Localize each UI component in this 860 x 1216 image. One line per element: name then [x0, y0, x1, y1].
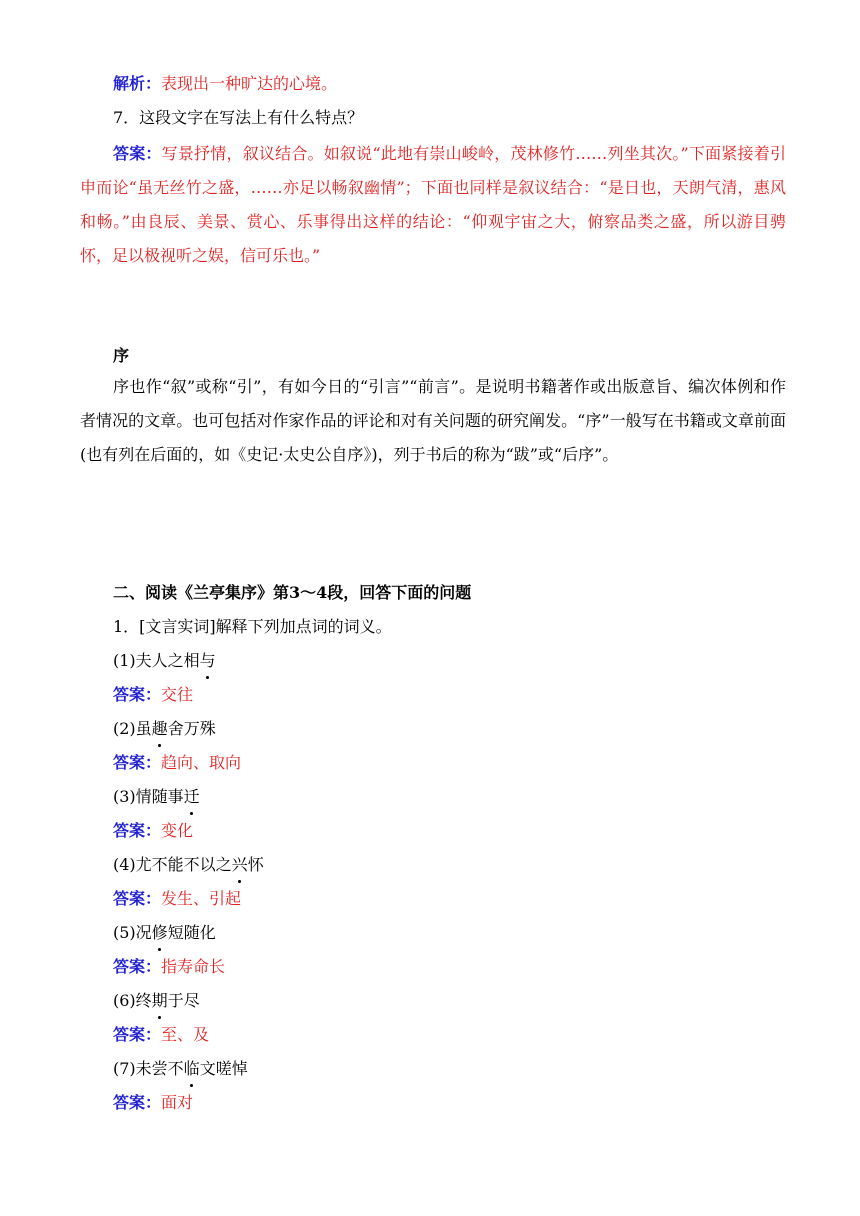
section-2-heading: 二、阅读《兰亭集序》第3～4段，回答下面的问题	[113, 583, 472, 602]
q6-analysis	[113, 74, 783, 94]
dotted-word: 迁	[183, 787, 200, 806]
xu-body: 序也作“叙”或称“引”，有如今日的“引言”“前言”。是说明书籍著作或出版意旨、编次体例和作者情况的文章。也可包括对作家作品的评论和对有关问题的研究阐发。“序”一般写在书籍或文章前面(也有列在后面的，如《史记·太史公自序》)，列于书后的称为“跋”或“后序”。	[80, 377, 786, 464]
vocab-item-4: (4)尤不能不以之兴怀	[113, 855, 264, 874]
dotted-word: 趣	[151, 719, 168, 738]
vocab-item-7: (7)未尝不临文嗟悼	[113, 1059, 248, 1078]
vocab-answer-2: 答案：趋向、取向	[113, 753, 242, 772]
dotted-word: 修	[151, 923, 168, 942]
analysis-text: 表现出一种旷达的心境。	[161, 74, 338, 93]
q7-answer	[80, 137, 786, 273]
question-7: 7．这段文字在写法上有什么特点？	[113, 108, 364, 127]
vocab-answer-4: 答案：发生、引起	[113, 889, 242, 908]
dotted-word: 兴	[231, 855, 248, 874]
dotted-word: 临	[183, 1059, 200, 1078]
vocab-answer-6: 答案：至、及	[113, 1025, 210, 1044]
vocab-item-2: (2)虽趣舍万殊	[113, 719, 216, 738]
vocab-item-5: (5)况修短随化	[113, 923, 216, 942]
vocab-answer-5: 答案：指寿命长	[113, 957, 226, 976]
vocab-answer-1: 答案：交往	[113, 685, 194, 704]
vocab-answer-7: 答案：面对	[113, 1093, 194, 1112]
answer-label: 答案：	[113, 144, 162, 163]
analysis-label: 解析：	[113, 74, 162, 93]
xu-title: 序	[113, 346, 130, 365]
vocab-item-1: (1)夫人之相与	[113, 651, 216, 670]
q7-answer-text: 写景抒情，叙议结合。如叙说“此地有崇山峻岭，茂林修竹……列坐其次。”下面紧接着引申而论“虽无丝竹之盛，……亦足以畅叙幽情”；下面也同样是叙议结合：“是日也，天朗气清，惠风和畅。”由良辰、美景、赏心、乐事得出这样的结论：“仰观宇宙之大，俯察品类之盛，所以游目骋怀，足以极视听之娱，信可乐也。”	[80, 144, 786, 265]
section-2-question-1: 1．[文言实词]解释下列加点词的词义。	[113, 617, 392, 636]
vocab-item-6: (6)终期于尽	[113, 991, 200, 1010]
dotted-word: 与	[199, 651, 216, 670]
dotted-word: 期	[151, 991, 168, 1010]
vocab-answer-3: 答案：变化	[113, 821, 194, 840]
vocab-item-3: (3)情随事迁	[113, 787, 200, 806]
